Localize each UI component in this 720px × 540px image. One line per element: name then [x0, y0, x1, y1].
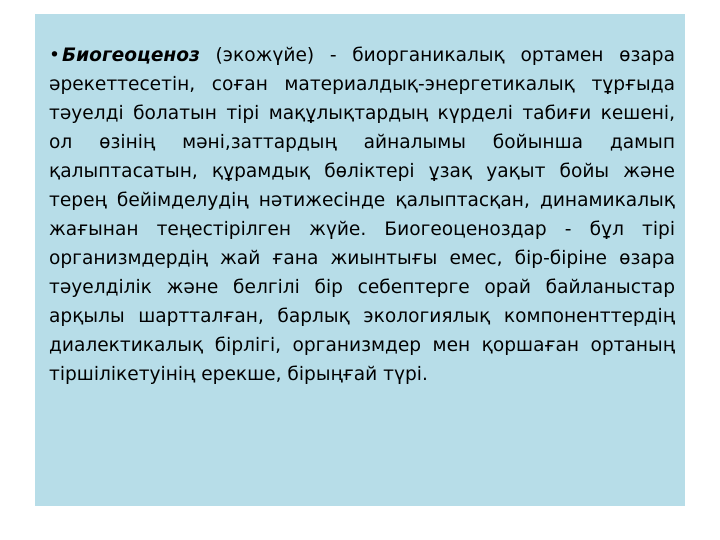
bullet-icon: • — [49, 44, 60, 66]
definition-text: (экожүйе) - биорганикалық ортамен өзара әрекеттесетін, соған материалдық-энергетикалық тұрғыда тәуелді болатын тірі мақұлықтардың күрделі табиғи кешені, ол өзінің мәні,заттардың айналымы бойынша дамып қалыптасатын, құрамдық бөліктері ұзақ уақыт бойы және терең бейімделудің нәтижесінде қалыптасқан, динамикалық жағынан теңестірілген жүйе. Биогеоценоздар - бұл тірі организмдердің жай ғана жиынтығы емес, бір-біріне өзара тәуелділік және белгілі бір себептерге орай байланыстар арқылы шартталған, барлық экологиялық компоненттердің диалектикалық бірлігі, организмдер мен қоршаған ортаның тіршілікетуінің ерекше, бірыңғай түрі. — [49, 44, 675, 385]
term-biogeocenosis: Биогеоценоз — [61, 44, 200, 66]
definition-paragraph — [49, 41, 675, 389]
content-panel — [35, 14, 685, 506]
